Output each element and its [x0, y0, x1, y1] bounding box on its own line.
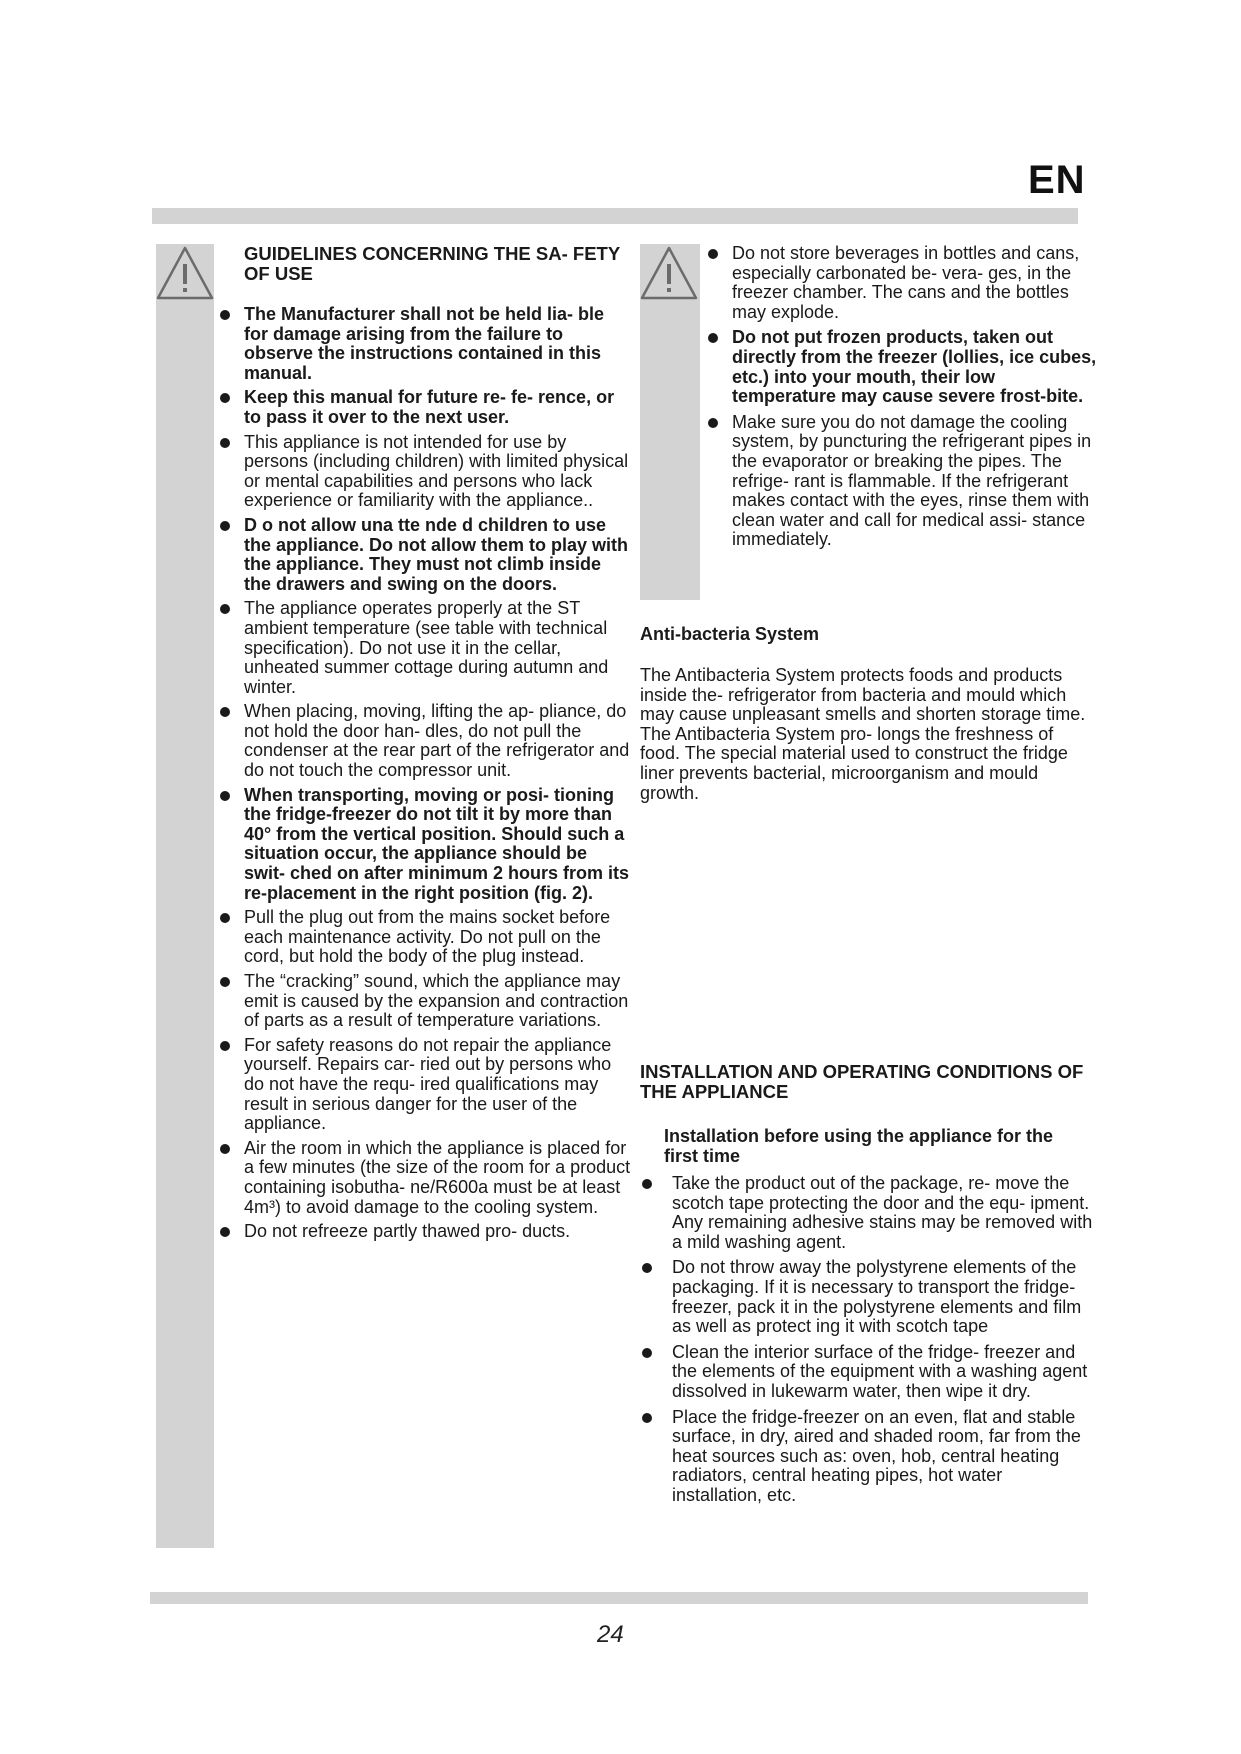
- safety-heading: GUIDELINES CONCERNING THE SA- FETY OF USE: [244, 243, 620, 284]
- warning-triangle-icon: [638, 244, 700, 302]
- list-item-text: Make sure you do not damage the cooling system, by puncturing the refrigerant pipes in the evaporator or breaking the pipes. The refrige- rant is flammable. If the refrigerant makes contact with the eyes, rinse them with clean water and call for medical assi- stance immediately.: [732, 411, 1092, 550]
- bullet-icon: [708, 249, 718, 259]
- list-item-text: Place the fridge-freezer on an even, flat and stable surface, in dry, aired and shaded room, far from the heat sources such as: oven, hob, central heating radiators, central heating pipes, hot water installation, etc.: [672, 1406, 1081, 1505]
- list-item: [244, 972, 632, 1031]
- bullet-icon: [220, 977, 230, 987]
- list-item: [244, 388, 632, 427]
- bullet-icon: [708, 418, 718, 428]
- bullet-icon: [220, 1144, 230, 1154]
- list-item: [244, 702, 632, 780]
- list-item: [640, 1258, 1096, 1336]
- list-item-text: Pull the plug out from the mains socket before each maintenance activity. Do not pull on the cord, but hold the body of the plug instead.: [244, 907, 611, 967]
- footer-divider: [150, 1592, 1088, 1604]
- list-item-text: When placing, moving, lifting the ap- pliance, do not hold the door han- dles, do not pull the condenser at the rear part of the refrigerator and do not touch the compressor unit.: [244, 701, 630, 781]
- safety-list: [244, 305, 632, 1242]
- list-item-text: Take the product out of the package, re- move the scotch tape protecting the door and the equ- ipment. Any remaining adhesive stains may be removed with a mild washing agent.: [672, 1173, 1093, 1252]
- bullet-icon: [220, 791, 230, 801]
- bullet-icon: [708, 333, 718, 343]
- safety-continued-list: [732, 244, 1104, 550]
- installation-heading: INSTALLATION AND OPERATING CONDITIONS OF THE APPLIANCE: [640, 1061, 1084, 1102]
- list-item: [640, 1343, 1096, 1402]
- list-item-text: For safety reasons do not repair the appliance yourself. Repairs car- ried out by persons who do not have the requ- ired qualifications may result in serious danger for the user of the appliance.: [244, 1034, 612, 1134]
- bullet-icon: [220, 604, 230, 614]
- list-item: [244, 786, 632, 904]
- bullet-icon: [220, 1227, 230, 1237]
- list-item: [244, 1222, 632, 1242]
- list-item-text: Clean the interior surface of the fridge- freezer and the elements of the equipment with a washing agent dissolved in lukewarm water, then wipe it dry.: [672, 1341, 1088, 1401]
- list-item: [244, 1036, 632, 1134]
- list-item: [732, 244, 1104, 322]
- list-item-text: Air the room in which the appliance is placed for a few minutes (the size of the room for a product containing isobutha- ne/R600a must be at least 4m³) to avoid damage to the cooling system.: [244, 1137, 631, 1217]
- page-number: 24: [597, 1621, 624, 1648]
- list-item: [732, 413, 1104, 550]
- bullet-icon: [642, 1348, 652, 1358]
- list-item-text: The “cracking” sound, which the appliance may emit is caused by the expansion and contraction of parts as a result of temperature variations.: [244, 971, 629, 1031]
- list-item: [732, 328, 1104, 406]
- installation-section: [640, 1062, 1096, 1506]
- list-item-text: When transporting, moving or posi- tioning the fridge-freezer do not tilt it by more than 40° from the vertical position. Should such a situation occur, the appliance should be swit- ched on after minimum 2 hours from its re-placement in the right position (fig. 2).: [244, 784, 630, 903]
- list-item: [244, 908, 632, 967]
- bullet-icon: [220, 393, 230, 403]
- safety-guidelines-section: [244, 244, 632, 1242]
- list-item: [244, 305, 632, 383]
- list-item-text: Do not store beverages in bottles and cans, especially carbonated be- vera- ges, in the freezer chamber. The cans and the bottles may explode.: [732, 243, 1080, 322]
- installation-subheading: Installation before using the appliance for the first time: [664, 1126, 1054, 1166]
- list-item: [244, 516, 632, 594]
- list-item: [640, 1174, 1096, 1252]
- list-item-text: The appliance operates properly at the ST ambient temperature (see table with technical specification). Do not use it in the cellar, unheated summer cottage during autumn and winter.: [244, 598, 609, 697]
- safety-continued-section: [732, 244, 1104, 550]
- antibacteria-section: [640, 624, 1092, 803]
- bullet-icon: [220, 521, 230, 531]
- list-item-text: Do not put frozen products, taken out directly from the freezer (lollies, ice cubes, etc.) into your mouth, their low temperature may cause severe frost-bite.: [732, 327, 1097, 407]
- list-item: [244, 1139, 632, 1217]
- bullet-icon: [220, 913, 230, 923]
- bullet-icon: [220, 438, 230, 448]
- list-item-text: Do not throw away the polystyrene elements of the packaging. If it is necessary to transport the fridge-freezer, pack it in the polystyrene elements and film as well as protect ing it with scotch tape: [672, 1257, 1082, 1337]
- installation-list: [640, 1174, 1096, 1506]
- bullet-icon: [642, 1179, 652, 1189]
- list-item: [244, 599, 632, 697]
- language-label: EN: [1028, 158, 1086, 202]
- bullet-icon: [220, 310, 230, 320]
- list-item-text: D o not allow una tte nde d children to use the appliance. Do not allow them to play with the appliance. They must not climb inside the drawers and swing on the doors.: [244, 514, 629, 594]
- header-divider: [152, 208, 1078, 224]
- list-item-text: Keep this manual for future re- fe- rence, or to pass it over to the next user.: [244, 387, 615, 427]
- list-item-text: This appliance is not intended for use by persons (including children) with limited physical or mental capabilities and persons who lack experience or familiarity with the appliance..: [244, 431, 629, 511]
- list-item-text: The Manufacturer shall not be held lia- ble for damage arising from the failure to observe the instructions contained in this manual.: [244, 304, 605, 383]
- antibacteria-body: The Antibacteria System protects foods and products inside the- refrigerator from bacteria and mould which may cause unpleasant smells and shorten storage time. The Antibacteria System pro- longs the freshness of food. The special material used to construct the fridge liner prevents bacterial, microorganism and mould growth.: [640, 665, 1086, 803]
- bullet-icon: [220, 1041, 230, 1051]
- bullet-icon: [642, 1263, 652, 1273]
- list-item: [640, 1408, 1096, 1506]
- antibacteria-heading: Anti-bacteria System: [640, 624, 820, 644]
- bullet-icon: [220, 707, 230, 717]
- list-item-text: Do not refreeze partly thawed pro- ducts.: [244, 1221, 571, 1242]
- left-margin-stripe: [156, 244, 214, 1548]
- warning-triangle-icon: [154, 244, 216, 302]
- list-item: [244, 433, 632, 511]
- bullet-icon: [642, 1413, 652, 1423]
